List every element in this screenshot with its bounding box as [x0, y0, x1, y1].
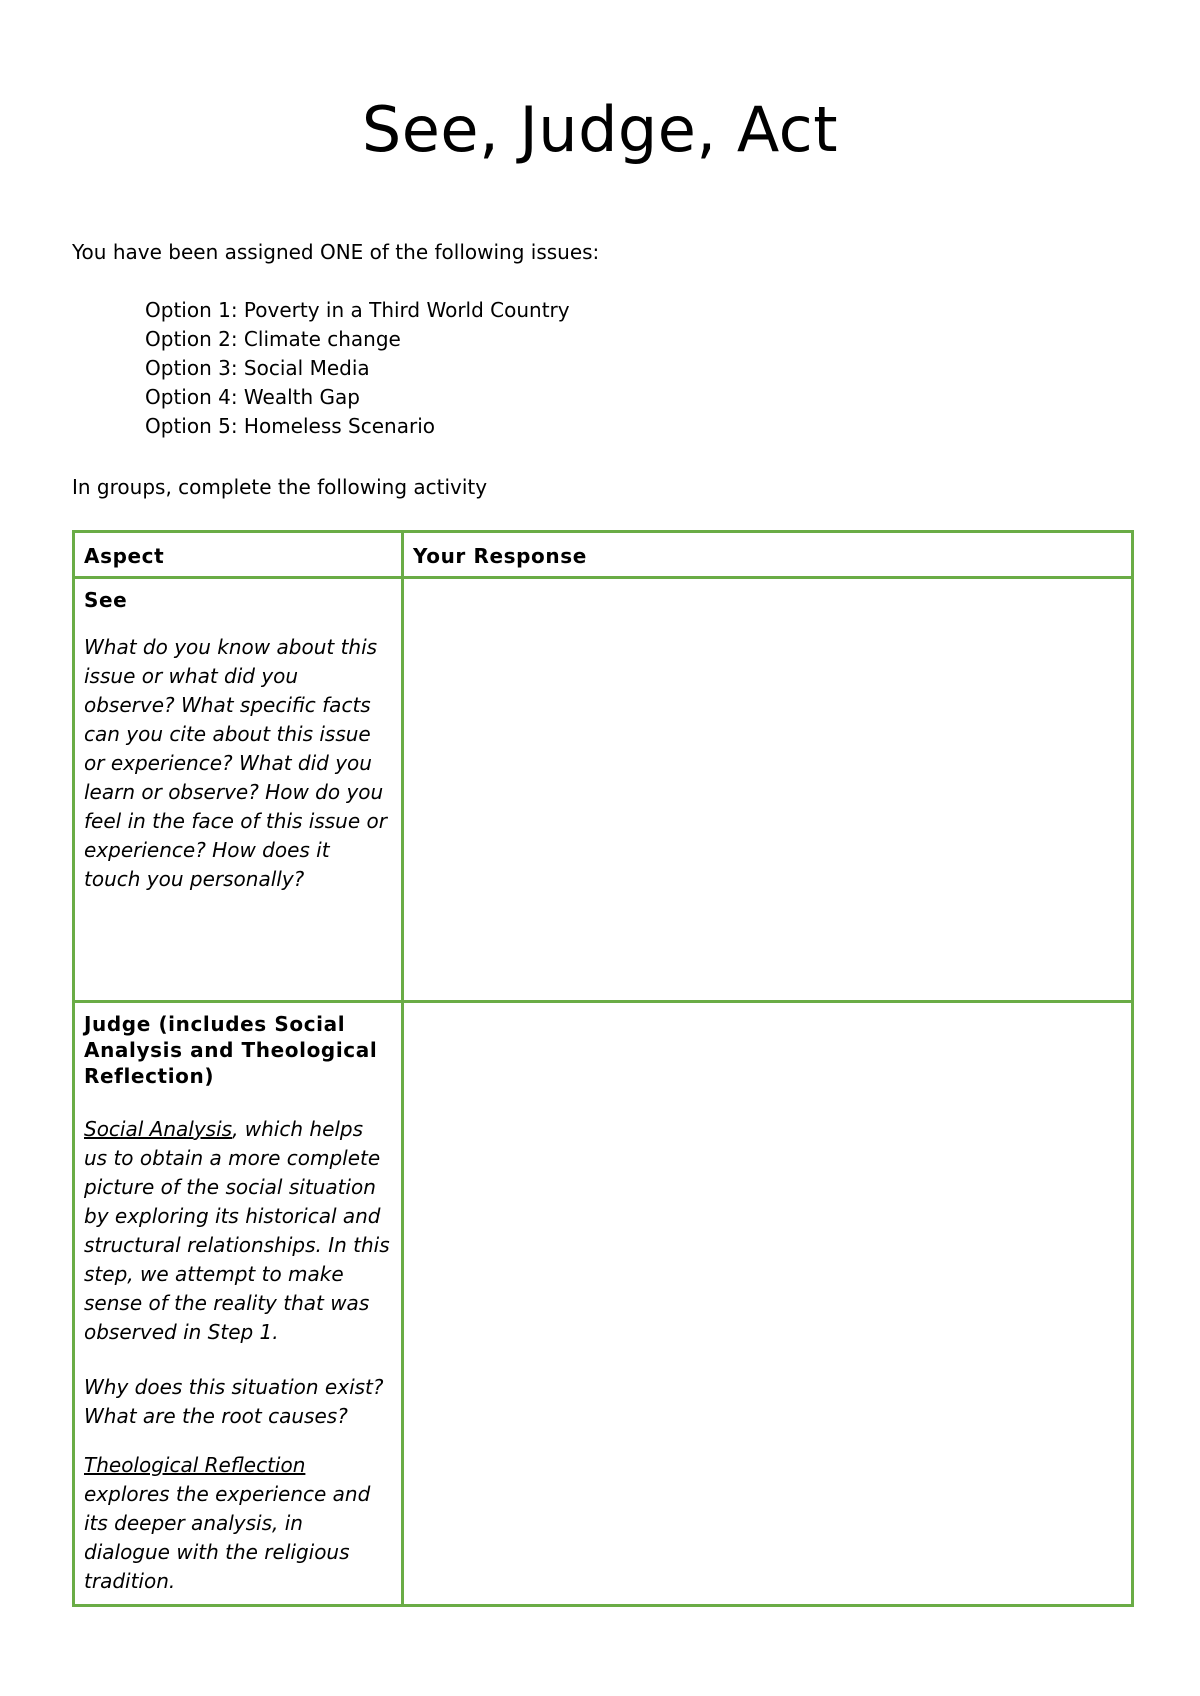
theological-reflection-term: Theological Reflection [84, 1453, 306, 1477]
header-response [403, 532, 1133, 578]
table-row-judge [74, 1002, 1133, 1606]
social-analysis-text: , which helps us to obtain a more complete picture of the social situation by exploring its historical and structural relationships. In this step, we attempt to make sense of the reality that was observed in Step 1. [84, 1117, 390, 1344]
intro-text: You have been assigned ONE of the following issues: [72, 240, 600, 264]
instruction-text: In groups, complete the following activity [72, 475, 488, 499]
option-item: Option 4: Wealth Gap [145, 385, 360, 409]
header-aspect-label: Aspect [84, 544, 165, 568]
theological-reflection-text: explores the experience and its deeper analysis, in dialogue with the religious tradition. [84, 1482, 371, 1593]
option-item: Option 3: Social Media [145, 356, 370, 380]
judge-questions: Why does this situation exist? What are the root causes? [84, 1375, 384, 1428]
social-analysis-term: Social Analysis [84, 1117, 233, 1141]
see-response-cell[interactable] [403, 578, 1133, 1002]
page-title: See, Judge, Act [361, 93, 839, 166]
header-aspect [74, 532, 403, 578]
see-aspect-cell [74, 578, 403, 1002]
see-prompt: What do you know about this issue or what did you observe? What specific facts can you cite about this issue or experience? What did you learn or observe? How do you feel in the face of this issue or experience? How does it touch you personally? [84, 635, 387, 891]
judge-aspect-cell [74, 1002, 403, 1606]
option-item: Option 5: Homeless Scenario [145, 414, 435, 438]
options-list [145, 296, 570, 441]
table-row-see [74, 578, 1133, 1002]
judge-response-cell[interactable] [403, 1002, 1133, 1606]
social-analysis-paragraph [84, 1115, 392, 1347]
option-item: Option 2: Climate change [145, 327, 401, 351]
judge-heading: Judge (includes Social Analysis and Theological Reflection) [84, 1012, 378, 1088]
see-judge-act-table [72, 530, 1134, 1607]
see-heading: See [84, 588, 128, 612]
option-item: Option 1: Poverty in a Third World Country [145, 298, 570, 322]
table-header-row [74, 532, 1133, 578]
theological-reflection-paragraph [84, 1451, 392, 1596]
header-response-label: Your Response [413, 544, 587, 568]
